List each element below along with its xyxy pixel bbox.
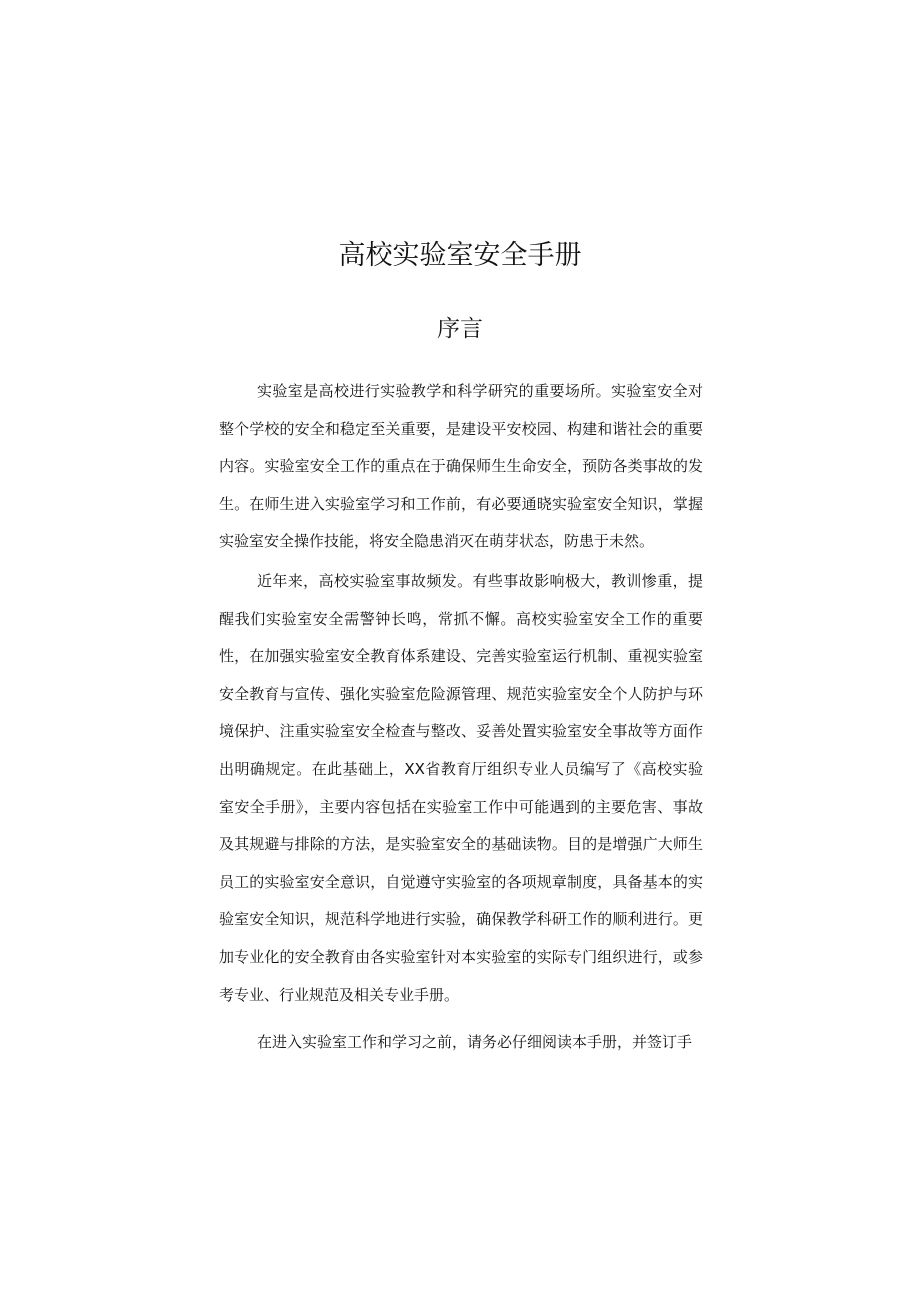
- paragraph: 实验室是高校进行实验教学和科学研究的重要场所。实验室安全对整个学校的安全和稳定至关重要，是建设平安校园、构建和谐社会的重要内容。实验室安全工作的重点在于确保师生生命安全，预防各类事故的发生。在师生进入实验室学习和工作前，有必要通晓实验室安全知识，掌握实验室安全操作技能，将安全隐患消灭在萌芽状态，防患于未然。: [219, 382, 703, 551]
- paragraph: 在进入实验室工作和学习之前，请务必仔细阅读本手册，并签订手: [257, 1033, 693, 1052]
- paragraph: 近年来，高校实验室事故频发。有些事故影响极大，教训惨重，提醒我们实验室安全需警钟长鸣，常抓不懈。高校实验室安全工作的重要性，在加强实验室安全教育体系建设、完善实验室运行机制、重视实验室安全教育与宣传、强化实验室危险源管理、规范实验室安全个人防护与环境保护、注重实验室安全检查与整改、妥善处置实验室安全事故等方面作出明确规定。在此基础上，XX省教育厅组织专业人员编写了《高校实验室安全手册》，主要内容包括在实验室工作中可能遇到的主要危害、事故及其规避与排除的方法，是实验室安全的基础读物。目的是增强广大师生员工的实验室安全意识，自觉遵守实验室的各项规章制度，具备基本的实验室安全知识，规范科学地进行实验，确保教学科研工作的顺利进行。更加专业化的安全教育由各实验室针对本实验室的实际专门组织进行，或参考专业、行业规范及相关专业手册。: [219, 571, 703, 1004]
- document-title: 高校实验室安全手册: [338, 240, 582, 271]
- section-heading-preface: 序言: [437, 316, 483, 342]
- document-body: [219, 373, 703, 1062]
